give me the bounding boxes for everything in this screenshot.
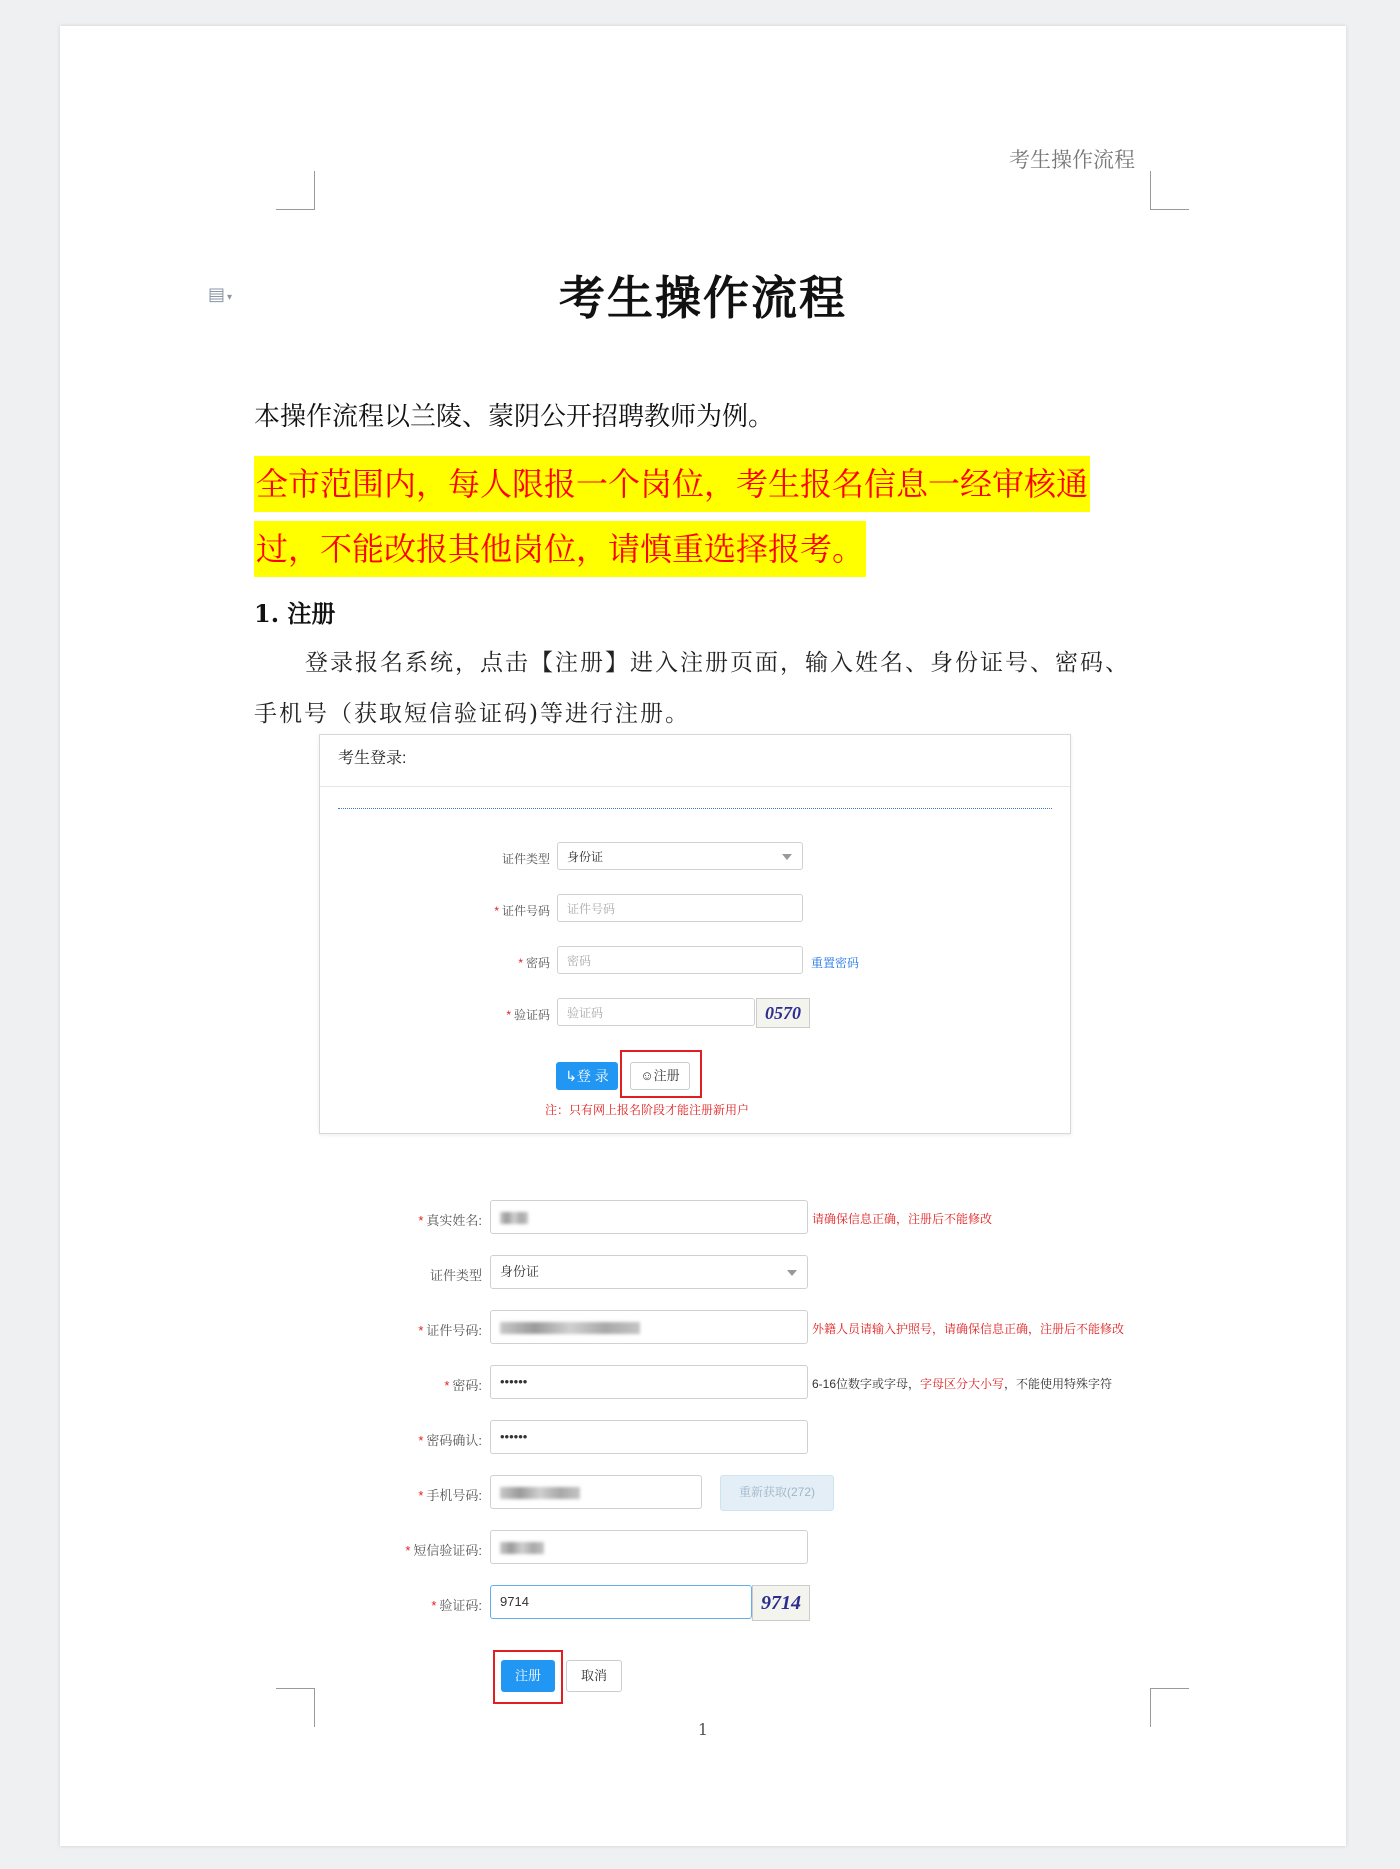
highlight-warning-line-1: 全市范围内，每人限报一个岗位，考生报名信息一经审核通 bbox=[254, 456, 1090, 512]
login-password-label: * 密码 bbox=[518, 956, 550, 970]
reg-name-label: * 真实姓名: bbox=[418, 1213, 482, 1228]
cancel-button[interactable]: 取消 bbox=[566, 1660, 622, 1692]
login-panel-screenshot bbox=[319, 734, 1071, 1134]
reset-password-link[interactable]: 重置密码 bbox=[811, 956, 860, 970]
login-captcha-row bbox=[320, 998, 1070, 1030]
submit-register-button[interactable]: 注册 bbox=[501, 1660, 555, 1692]
login-id-number-input[interactable]: 证件号码 bbox=[557, 894, 803, 922]
document-options-icon[interactable]: ▤ ▾ bbox=[208, 284, 233, 305]
running-header: 考生操作流程 bbox=[1009, 148, 1135, 172]
register-note: 注：只有网上报名阶段才能注册新用户 bbox=[545, 1103, 750, 1117]
login-button[interactable]: ↳登 录 bbox=[556, 1062, 618, 1090]
reg-captcha-input[interactable]: 9714 bbox=[490, 1585, 752, 1619]
captcha-image[interactable]: 0570 bbox=[756, 998, 810, 1028]
intro-text: 本操作流程以兰陵、蒙阴公开招聘教师为例。 bbox=[254, 402, 775, 432]
register-form-screenshot bbox=[330, 1186, 1170, 1686]
login-password-row bbox=[320, 946, 1070, 978]
reg-id-number-label: * 证件号码: bbox=[418, 1323, 482, 1338]
login-captcha-input[interactable]: 验证码 bbox=[557, 998, 755, 1026]
login-id-number-label: * 证件号码 bbox=[494, 904, 550, 918]
chevron-down-icon bbox=[787, 1270, 797, 1276]
login-password-input[interactable]: 密码 bbox=[557, 946, 803, 974]
reg-confirm-row bbox=[330, 1420, 1170, 1454]
login-id-type-row bbox=[320, 842, 1070, 874]
login-captcha-label: * 验证码 bbox=[506, 1008, 550, 1022]
reg-name-row bbox=[330, 1200, 1170, 1234]
chevron-down-icon bbox=[782, 854, 792, 860]
highlight-warning-line-2: 过，不能改报其他岗位，请慎重选择报考。 bbox=[254, 521, 866, 577]
reg-captcha-row bbox=[330, 1585, 1170, 1619]
sms-code-button[interactable]: 重新获取(272) bbox=[720, 1475, 834, 1511]
reg-captcha-label: * 验证码: bbox=[431, 1598, 482, 1613]
reg-password-hint: 6-16位数字或字母，字母区分大小写，不能使用特殊字符 bbox=[812, 1377, 1113, 1391]
login-id-type-label: 证件类型 bbox=[501, 852, 550, 866]
page-number: 1 bbox=[697, 1720, 709, 1739]
reg-sms-input[interactable] bbox=[490, 1530, 808, 1564]
highlight-box-register bbox=[620, 1050, 702, 1098]
reg-confirm-label: * 密码确认: bbox=[418, 1433, 482, 1448]
reg-password-label: * 密码: bbox=[444, 1378, 482, 1393]
paragraph-line-2: 手机号（获取短信验证码)等进行注册。 bbox=[254, 701, 690, 727]
reg-phone-row bbox=[330, 1475, 1170, 1509]
paragraph-line-1: 登录报名系统，点击【注册】进入注册页面，输入姓名、身份证号、密码、 bbox=[305, 650, 1130, 676]
reg-id-number-input[interactable] bbox=[490, 1310, 808, 1344]
reg-id-type-select[interactable]: 身份证 bbox=[490, 1255, 808, 1289]
login-panel-title: 考生登录: bbox=[320, 735, 1070, 787]
reg-password-input[interactable]: •••••• bbox=[490, 1365, 808, 1399]
login-id-type-select[interactable]: 身份证 bbox=[557, 842, 803, 870]
reg-sms-label: * 短信验证码: bbox=[405, 1543, 482, 1558]
page-title: 考生操作流程 bbox=[559, 271, 847, 325]
register-button[interactable]: ☺注册 bbox=[630, 1062, 690, 1090]
reg-password-row bbox=[330, 1365, 1170, 1399]
captcha-image[interactable]: 9714 bbox=[752, 1585, 810, 1621]
reg-id-type-row bbox=[330, 1255, 1170, 1289]
user-icon: ☺ bbox=[640, 1068, 654, 1083]
margin-mark-top-left bbox=[276, 171, 315, 210]
login-icon: ↳ bbox=[565, 1068, 577, 1084]
reg-confirm-input[interactable]: •••••• bbox=[490, 1420, 808, 1454]
document-page bbox=[60, 26, 1346, 1846]
divider bbox=[338, 808, 1052, 809]
margin-mark-top-right bbox=[1150, 171, 1189, 210]
highlight-box-submit bbox=[493, 1650, 563, 1704]
reg-phone-input[interactable] bbox=[490, 1475, 702, 1509]
login-id-number-row bbox=[320, 894, 1070, 926]
reg-name-input[interactable] bbox=[490, 1200, 808, 1234]
reg-sms-row bbox=[330, 1530, 1170, 1564]
reg-name-hint: 请确保信息正确，注册后不能修改 bbox=[812, 1212, 993, 1226]
section-heading: 1. 注册 bbox=[254, 599, 336, 628]
reg-id-number-hint: 外籍人员请输入护照号，请确保信息正确，注册后不能修改 bbox=[812, 1322, 1125, 1336]
reg-id-number-row bbox=[330, 1310, 1170, 1344]
reg-id-type-label: 证件类型 bbox=[429, 1268, 482, 1283]
reg-phone-label: * 手机号码: bbox=[418, 1488, 482, 1503]
